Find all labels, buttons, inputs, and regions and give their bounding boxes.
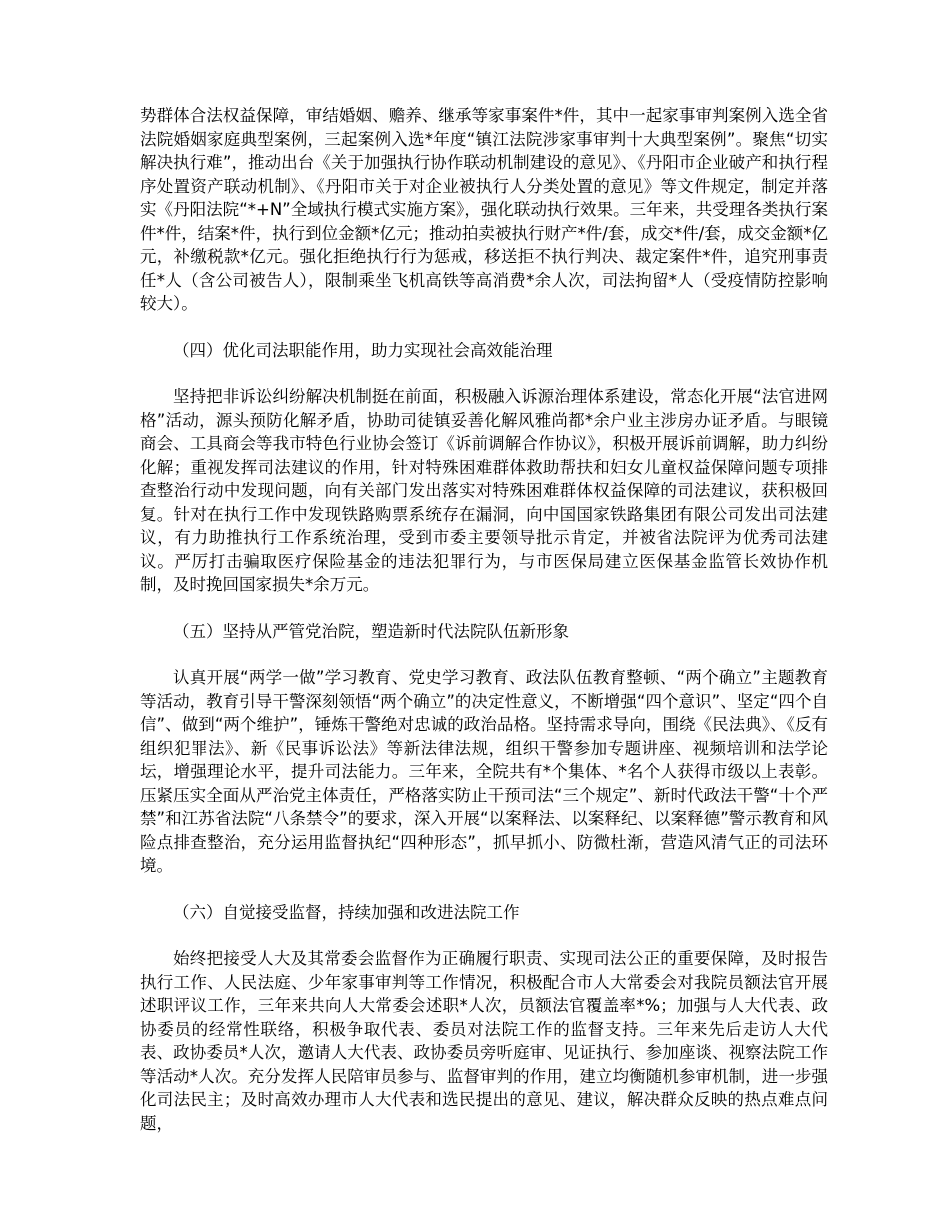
spacer (140, 643, 828, 666)
spacer (140, 362, 828, 385)
paragraph-party-discipline: 认真开展“两学一做”学习教育、党史学习教育、政法队伍教育整顿、“两个确立”主题教育等活动，教育引导干警深刻领悟“两个确立”的决定性意义，不断增强“四个意识”、坚定“四个自信”、做到“两个维护”，锤炼干警绝对忠诚的政治品格。坚持需求导向，围绕《民法典》、《反有组织犯罪法》、新《民事诉讼法》等新法律法规，组织干警参加专题讲座、视频培训和法学论坛，增强理论水平，提升司法能力。三年来，全院共有*个集体、*名个人获得市级以上表彰。压紧压实全面从严治党主体责任，严格落实防止干预司法“三个规定”、新时代政法干警“十个严禁”和江苏省法院“八条禁令”的要求，深入开展“以案释法、以案释纪、以案释德”警示教育和风险点排查整治，充分运用监督执纪“四种形态”，抓早抓小、防微杜渐，营造风清气正的司法环境。 (140, 668, 828, 875)
paragraph-enforcement-continued: 势群体合法权益保障，审结婚姻、赡养、继承等家事案件*件，其中一起家事审判案例入选全省法院婚姻家庭典型案例，三起案例入选*年度“镇江法院涉家事审判十大典型案例”。聚焦“切实解决执行难”，推动出台《关于加强执行协作联动机制建设的意见》、《丹阳市企业破产和执行程序处置资产联动机制》、《丹阳市关于对企业被执行人分类处置的意见》等文件规定，制定并落实《丹阳法院“*+N”全域执行模式实施方案》，强化联动执行效果。三年来，共受理各类执行案件*件，结案*件，执行到位金额*亿元；推动拍卖被执行财产*件/套，成交*件/套，成交金额*亿元，补缴税款*亿元。强化拒绝执行行为惩戒，移送拒不执行判决、裁定案件*件，追究刑事责任*人（含公司被告人），限制乘坐飞机高铁等高消费*余人次，司法拘留*人（受疫情防控影响较大）。 (140, 106, 828, 313)
spacer (140, 924, 828, 947)
section-heading-5: （五）坚持从严管党治院，塑造新时代法院队伍新形象 (173, 621, 569, 641)
paragraph-social-governance: 坚持把非诉讼纠纷解决机制挺在前面，积极融入诉源治理体系建设，常态化开展“法官进网格”活动，源头预防化解矛盾，协助司徒镇妥善化解风雅尚都*余户业主涉房办证矛盾。与眼镜商会、工具商会等我市特色行业协会签订《诉前调解合作协议》，积极开展诉前调解，助力纠纷化解；重视发挥司法建议的作用，针对特殊困难群体救助帮扶和妇女儿童权益保障问题专项排查整治行动中发现问题，向有关部门发出落实对特殊困难群体权益保障的司法建议，获积极回复。针对在执行工作中发现铁路购票系统存在漏洞，向中国国家铁路集团有限公司发出司法建议，有力助推执行工作系统治理，受到市委主要领导批示肯定，并被省法院评为优秀司法建议。严厉打击骗取医疗保险基金的违法犯罪行为，与市医保局建立医保基金监管长效协作机制，及时挽回国家损失*余万元。 (140, 387, 828, 594)
spacer (140, 597, 828, 620)
document-page (140, 104, 828, 1135)
paragraph-supervision: 始终把接受人大及其常委会监督作为正确履行职责、实现司法公正的重要保障，及时报告执行工作、人民法庭、少年家事审判等工作情况，积极配合市人大常委会对我院员额法官开展述职评议工作，三年来共向人大常委会述职*人次，员额法官覆盖率*%；加强与人大代表、政协委员的经常性联络，积极争取代表、委员对法院工作的监督支持。三年来先后走访人大代表、政协委员*人次，邀请人大代表、政协委员旁听庭审、见证执行、参加座谈、视察法院工作等活动*人次。充分发挥人民陪审员参与、监督审判的作用，建立均衡随机参审机制，进一步强化司法民主；及时高效办理市人大代表和选民提出的意见、建议，解决群众反映的热点难点问题， (140, 949, 828, 1133)
spacer (140, 878, 828, 901)
section-heading-6: （六）自觉接受监督，持续加强和改进法院工作 (173, 902, 520, 922)
spacer (140, 316, 828, 339)
section-heading-4: （四）优化司法职能作用，助力实现社会高效能治理 (173, 340, 553, 360)
